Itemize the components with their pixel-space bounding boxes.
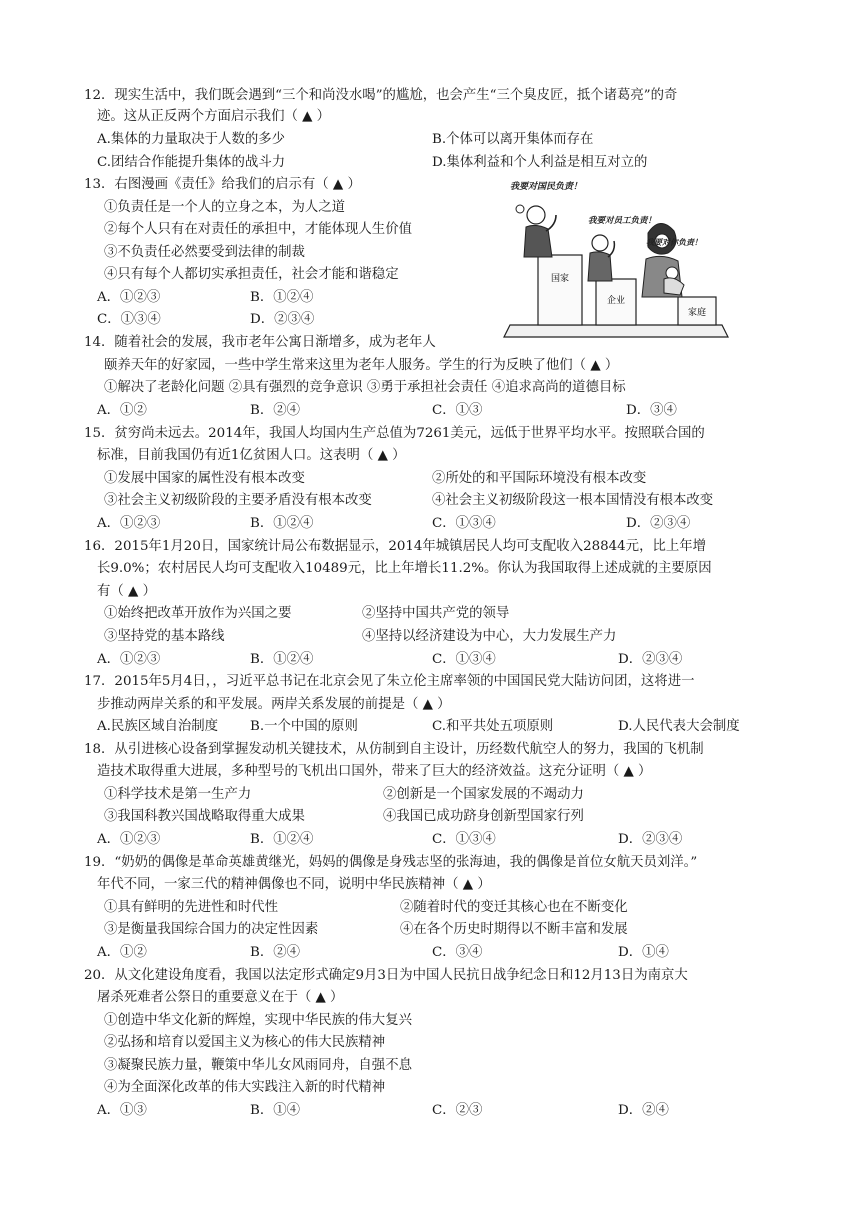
q19-stem-line1: 19．“奶奶的偶像是革命英雄黄继光，妈妈的偶像是身残志坚的张海迪，我的偶像是首位女航天员刘洋。” bbox=[84, 855, 698, 870]
q13-option-c: C．①③④ bbox=[97, 312, 161, 327]
q18-option-d: D．②③④ bbox=[618, 832, 683, 847]
speech-family: 我要对你负责！ bbox=[646, 238, 702, 247]
q13-statement-3: ③不负责任必然要受到法律的制裁 bbox=[104, 245, 305, 260]
q20-statement-1: ①创造中华文化新的辉煌，实现中华民族的伟大复兴 bbox=[104, 1013, 412, 1028]
q19-option-d: D．①④ bbox=[618, 945, 669, 960]
q16-statement-3: ③坚持党的基本路线 bbox=[104, 629, 225, 644]
q20-statement-4: ④为全面深化改革的伟大实践注入新的时代精神 bbox=[104, 1080, 386, 1095]
q16-statement-1: ①始终把改革开放作为兴国之要 bbox=[104, 606, 292, 621]
q15-option-d: D．②③④ bbox=[626, 516, 691, 531]
q20-option-b: B．①④ bbox=[250, 1103, 301, 1118]
q20-option-c: C．②③ bbox=[432, 1103, 483, 1118]
q14-stem-line2: 颐养天年的好家园，一些中学生常来这里为老年人服务。学生的行为反映了他们（ ▲ ） bbox=[104, 358, 619, 373]
q17-option-b: B.一个中国的原则 bbox=[250, 719, 358, 734]
q12-stem-line2: 迹。这从正反两个方面启示我们（ ▲ ） bbox=[97, 109, 331, 124]
q13-option-b: B．①②④ bbox=[250, 290, 314, 305]
q12-option-b: B.个体可以离开集体而存在 bbox=[432, 132, 594, 147]
q20-option-a: A．①③ bbox=[97, 1103, 147, 1118]
q13-statement-2: ②每个人只有在对责任的承担中，才能体现人生价值 bbox=[104, 222, 412, 237]
q17-stem-line1: 17．2015年5月4日，，习近平总书记在北京会见了朱立伦主席率领的中国国民党大陆访问团，这将进一 bbox=[84, 674, 695, 689]
q16-option-d: D．②③④ bbox=[618, 652, 683, 667]
q15-statement-1: ①发展中国家的属性没有根本改变 bbox=[104, 471, 305, 486]
label-family: 家庭 bbox=[687, 308, 707, 318]
q15-stem-line1: 15．贫穷尚未远去。2014年，我国人均国内生产总值为7261美元，远低于世界平均水平。按照联合国的 bbox=[84, 426, 705, 441]
q18-option-c: C．①③④ bbox=[432, 832, 496, 847]
q16-option-c: C．①③④ bbox=[432, 652, 496, 667]
company-boss-figure bbox=[588, 235, 614, 281]
q16-option-a: A．①②③ bbox=[97, 652, 161, 667]
responsibility-cartoon bbox=[496, 175, 736, 343]
q13-option-a: A．①②③ bbox=[97, 290, 161, 305]
q18-statement-3: ③我国科教兴国战略取得重大成果 bbox=[104, 809, 305, 824]
q16-stem-line1: 16．2015年1月20日，国家统计局公布数据显示，2014年城镇居民人均可支配收入28844元，比上年增 bbox=[84, 539, 707, 554]
q19-statement-2: ②随着时代的变迁其核心也在不断变化 bbox=[400, 900, 628, 915]
q13-stem-line1: 13．右图漫画《责任》给我们的启示有（ ▲ ） bbox=[84, 177, 361, 192]
q17-stem-line2: 步推动两岸关系的和平发展。两岸关系发展的前提是（ ▲ ） bbox=[97, 697, 451, 712]
q19-stem-line2: 年代不同，一家三代的精神偶像也不同，说明中华民族精神（ ▲ ） bbox=[97, 877, 491, 892]
q12-option-d: D.集体利益和个人利益是相互对立的 bbox=[432, 155, 648, 170]
q15-option-b: B．①②④ bbox=[250, 516, 314, 531]
q18-statement-4: ④我国已成功跻身创新型国家行列 bbox=[383, 809, 584, 824]
q18-option-a: A．①②③ bbox=[97, 832, 161, 847]
q19-option-b: B．②④ bbox=[250, 945, 301, 960]
q15-statement-2: ②所处的和平国际环境没有根本改变 bbox=[432, 471, 647, 486]
q19-option-c: C．③④ bbox=[432, 945, 483, 960]
q14-option-a: A．①② bbox=[97, 403, 147, 418]
q18-statement-2: ②创新是一个国家发展的不竭动力 bbox=[383, 787, 584, 802]
label-country: 国家 bbox=[550, 274, 570, 284]
q14-stem-line1: 14．随着社会的发展，我市老年公寓日渐增多，成为老年人 bbox=[84, 335, 436, 350]
q15-option-c: C．①③④ bbox=[432, 516, 496, 531]
q20-stem-line1: 20．从文化建设角度看，我国以法定形式确定9月3日为中国人民抗日战争纪念日和12月13日为南京大 bbox=[84, 968, 688, 983]
mother-child-figure bbox=[642, 223, 684, 297]
q18-stem-line2: 造技术取得重大进展，多种型号的飞机出口国外，带来了巨大的经济效益。这充分证明（ ▲ ） bbox=[97, 764, 652, 779]
q16-option-b: B．①②④ bbox=[250, 652, 314, 667]
q15-option-a: A．①②③ bbox=[97, 516, 161, 531]
q14-option-b: B．②④ bbox=[250, 403, 301, 418]
q15-stem-line2: 标准，目前我国仍有近1亿贫困人口。这表明（ ▲ ） bbox=[97, 448, 406, 463]
speech-country: 我要对国民负责！ bbox=[510, 182, 583, 192]
q18-stem-line1: 18．从引进核心设备到掌握发动机关键技术，从仿制到自主设计，历经数代航空人的努力，我国的飞机制 bbox=[84, 742, 704, 757]
q18-statement-1: ①科学技术是第一生产力 bbox=[104, 787, 252, 802]
q19-statement-1: ①具有鲜明的先进性和时代性 bbox=[104, 900, 279, 915]
q12-option-c: C.团结合作能提升集体的战斗力 bbox=[97, 155, 286, 170]
q14-statements: ①解决了老龄化问题 ②具有强烈的竞争意识 ③勇于承担社会责任 ④追求高尚的道德目标 bbox=[104, 380, 626, 395]
q13-option-d: D．②③④ bbox=[250, 312, 315, 327]
q13-statement-4: ④只有每个人都切实承担责任，社会才能和谐稳定 bbox=[104, 267, 399, 282]
label-company: 企业 bbox=[606, 296, 626, 306]
q13-statement-1: ①负责任是一个人的立身之本，为人之道 bbox=[104, 200, 346, 215]
q20-stem-line2: 屠杀死难者公祭日的重要意义在于（ ▲ ） bbox=[97, 990, 344, 1005]
q16-statement-2: ②坚持中国共产党的领导 bbox=[362, 606, 510, 621]
q14-option-d: D．③④ bbox=[626, 403, 677, 418]
q17-option-a: A.民族区域自治制度 bbox=[97, 719, 219, 734]
q15-statement-4: ④社会主义初级阶段这一根本国情没有根本改变 bbox=[432, 493, 714, 508]
q14-option-c: C．①③ bbox=[432, 403, 483, 418]
q15-statement-3: ③社会主义初级阶段的主要矛盾没有根本改变 bbox=[104, 493, 372, 508]
q16-statement-4: ④坚持以经济建设为中心，大力发展生产力 bbox=[362, 629, 617, 644]
q16-stem-line3: 有（ ▲ ） bbox=[97, 584, 156, 599]
q16-stem-line2: 长9.0%；农村居民人均可支配收入10489元，比上年增长11.2%。你认为我国取得上述成就的主要原因 bbox=[97, 561, 712, 576]
q20-statement-3: ③凝聚民族力量，鞭策中华儿女风雨同舟，自强不息 bbox=[104, 1058, 412, 1073]
q19-statement-3: ③是衡量我国综合国力的决定性因素 bbox=[104, 922, 319, 937]
q12-stem-line1: 12．现实生活中，我们既会遇到“三个和尚没水喝”的尴尬，也会产生“三个臭皮匠，抵个诸葛亮”的奇 bbox=[84, 88, 678, 103]
q19-option-a: A．①② bbox=[97, 945, 147, 960]
q19-statement-4: ④在各个历史时期得以不断丰富和发展 bbox=[400, 922, 628, 937]
q17-option-d: D.人民代表大会制度 bbox=[618, 719, 740, 734]
q20-option-d: D．②④ bbox=[618, 1103, 669, 1118]
q17-option-c: C.和平共处五项原则 bbox=[432, 719, 554, 734]
q18-option-b: B．①②④ bbox=[250, 832, 314, 847]
q20-statement-2: ②弘扬和培育以爱国主义为核心的伟大民族精神 bbox=[104, 1035, 386, 1050]
country-leader-figure bbox=[516, 205, 556, 257]
speech-company: 我要对员工负责！ bbox=[588, 216, 657, 226]
q12-option-a: A.集体的力量取决于人数的多少 bbox=[97, 132, 286, 147]
